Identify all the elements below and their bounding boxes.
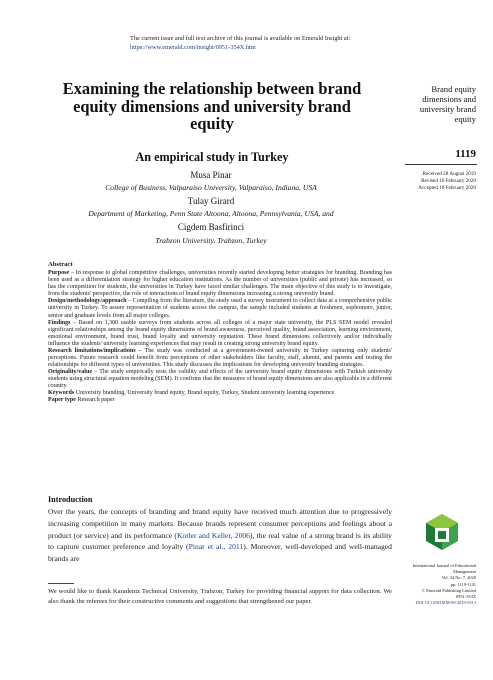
journal-notice [130,34,430,52]
author-affiliation: College of Business, Valparaiso University, Valparaiso, Indiana, USA [105,183,317,192]
design-label: Design/methodology/approach [48,298,127,305]
acknowledgement-footnote: We would like to thank Karadeniz Technical University, Trabzon, Turkey for providing financial support for data collection. We also thank the referees for their constructive comments and suggestions that strengthened our paper. [48,588,392,605]
running-head: Brand equity dimensions and university brand equity [419,84,476,124]
doi-link[interactable]: DOI 10.1108/IJEM-08-2019-0313 [415,600,476,606]
intro-text: Over the years, the concepts of branding and brand equity have received much attention due to progressively increasing competition in many markets. Because brands represent consumer perceptions and feelings about a product (or service) and its performance ( [48,507,392,540]
abstract-limitations [48,348,392,369]
purpose-text: – In response to global competitive challenges, universities recently started developing better strategies for branding. Branding has been used as a differentiation strategy for higher education institutions. As the number of universities (public and private) has increased, so has the competition for students, the universities in Turkey have faced similar challenges. The main objective of this study is to investigate, from the students' perspective, the role of interactions of brand equity dimensions increasing a strong university brand. [48,270,392,298]
author-affiliation: Trabzon University, Trabzon, Turkey [155,236,267,245]
limitations-text: – The study was conducted at a government-owned university in Turkey capturing only students' perceptions. Future research could benefit from perceptions of other stakeholders like faculty, staff, alumni, and parents and testing the relationships for different types of universities. This study discusses the implications for developing university branding strategies. [48,347,392,369]
journal-info [396,563,476,606]
abstract-keywords [48,390,392,397]
journal-issn: 0951-354X [455,594,476,600]
article-title: Examining the relationship between brand equity dimensions and university brand equity [62,79,362,133]
introduction-body [48,506,392,565]
abstract-design [48,298,392,319]
emerald-publishing-logo-icon [413,512,471,560]
received-date: Received 28 August 2019 [422,171,476,177]
article-subtitle: An empirical study in Turkey [135,150,289,164]
author-name: Tulay Girard [187,196,235,206]
journal-name: International Journal of Educational Management [412,563,476,575]
design-text: – Compiling from the literature, the study used a survey instrument to collect data at a comprehensive public university in Turkey. To assure representation of students across the campus, the sample included students at freshmen, sophomore, junior, senior and graduate levels from all major colleges. [48,298,392,319]
citation-link[interactable]: Pinar et al., 2011 [188,542,244,552]
originality-label: Originality/value [48,369,93,376]
author-affiliation: Department of Marketing, Penn State Altoona, Altoona, Pennsylvania, USA, and [88,209,334,218]
keywords-label: Keywords [48,390,75,397]
paper-type-label: Paper type [48,397,76,404]
journal-url-link[interactable]: https://www.emerald.com/insight/0951-354X.htm [130,44,256,51]
citation-link[interactable]: Kotler and Keller, 2006 [176,530,250,540]
author-name: Cigdem Basfirinci [177,222,245,232]
journal-pages: pp. 1119-1141 [450,581,476,587]
accepted-date: Accepted 10 February 2020 [418,185,476,191]
abstract [48,261,392,405]
keywords-text: University branding, University brand equity, Brand equity, Turkey, Student university learning experience [74,390,335,397]
article-dates [396,171,476,192]
abstract-purpose [48,270,392,298]
abstract-findings [48,320,392,348]
footnote-divider [48,583,74,584]
journal-copyright: © Emerald Publishing Limited [421,587,476,593]
page-number: 1119 [455,148,476,160]
limitations-label: Research limitations/implications [48,347,136,354]
notice-text: The current issue and full text archive of this journal is available on Emerald Insight at: [130,35,351,42]
journal-volume: Vol. 34 No. 7, 2020 [441,575,476,581]
findings-text: – Based on 1,300 usable surveys from students across all colleges of a major state university, the PLS SEM model revealed significant relationships among the brand equity dimensions of brand awareness, perceived quality, brand association, learning environment, emotional environment, brand trust, brand loyalty and university reputation. These brand dimensions collectively and/or individually influence the students' university learning experiences that may result in creating strong university brand equity. [48,319,392,347]
intro-text: ), the real value of a strong brand is its ability to capture customer preference and loyalty ( [48,530,392,552]
abstract-heading: Abstract [48,261,73,268]
abstract-originality [48,369,392,390]
purpose-label: Purpose [48,270,70,277]
author-name: Musa Pinar [190,170,232,180]
introduction-heading: Introduction [48,495,93,504]
sidebar-divider [405,164,477,165]
revised-date: Revised 10 February 2020 [421,178,476,184]
intro-text: ). Moreover, well-developed and well-managed brands are [48,542,392,564]
findings-label: Findings [48,319,71,326]
paper-type-text: Research paper [75,397,115,404]
originality-text: – The study empirically tests the validity and effects of the university brand equity dimensions with Turkish university students using structural equation modeling (SEM). It confirms that the measures of brand equity dimensions are also applicable in a different country. [48,369,392,390]
abstract-paper-type [48,397,392,404]
